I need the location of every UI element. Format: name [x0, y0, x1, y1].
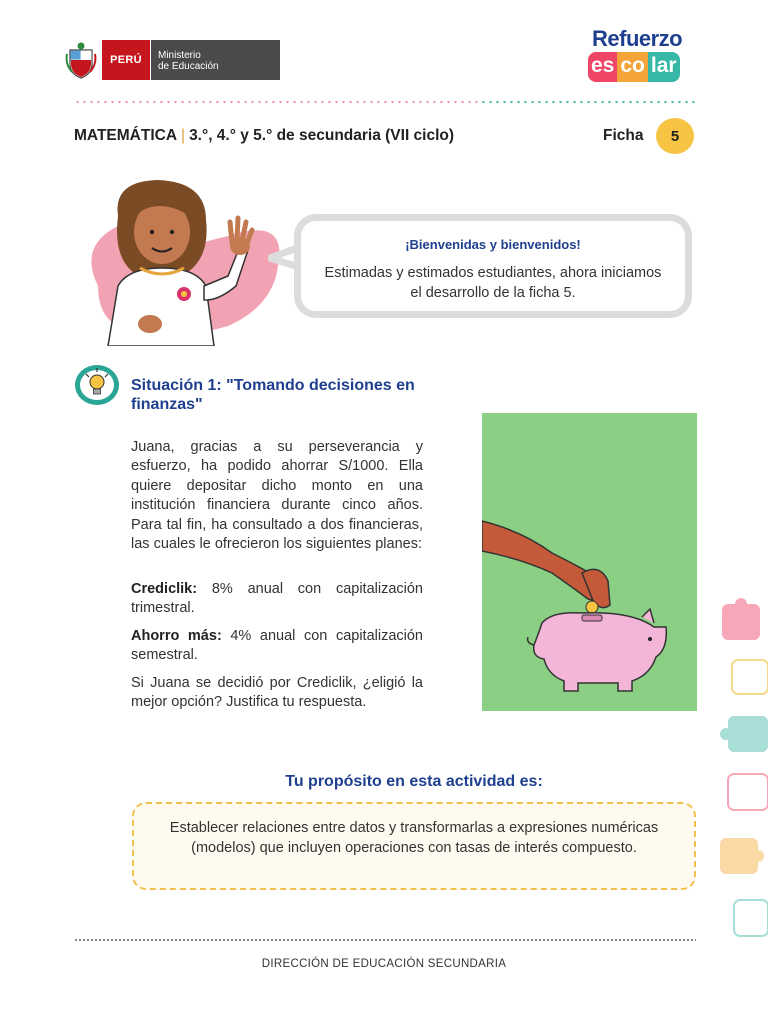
ministry-label: [150, 40, 280, 80]
plan-ahorro-mas-desc: 4% anual con capitalización semestral.: [131, 628, 423, 664]
ministry-line-1: Ministerio: [158, 50, 201, 61]
puzzle-pieces-decoration: [716, 598, 768, 948]
purpose-title: Tu propósito en esta actividad es:: [285, 773, 543, 790]
piggy-bank-illustration: [482, 413, 697, 711]
subject-line: [74, 127, 454, 145]
coat-of-arms-icon: [64, 40, 98, 80]
situation-title: Situación 1: "Tomando decisiones en finanzas": [131, 377, 415, 413]
subject-separator: |: [181, 127, 186, 144]
plan-ahorro-mas-name: Ahorro más:: [131, 628, 222, 644]
ficha-label: Ficha: [603, 127, 644, 144]
girl-waving-illustration: [78, 176, 288, 346]
ministry-line-2: de Educación: [158, 61, 219, 72]
plan-ahorro-mas: [131, 627, 423, 666]
situation-question: Si Juana se decidió por Crediclik, ¿eligió la mejor opción? Justifica tu respuesta.: [131, 675, 423, 711]
footer-divider: [74, 939, 696, 941]
plan-crediclik-name: Crediclik:: [131, 581, 198, 597]
minedu-logo: [64, 40, 280, 80]
purpose-box: Establecer relaciones entre datos y transformarlas a expresiones numéricas (modelos) que incluyen operaciones con tasas de interés compuesto.: [132, 802, 696, 890]
brand-letters-3: lar: [648, 52, 680, 82]
welcome-greeting: ¡Bienvenidas y bienvenidos!: [405, 237, 581, 252]
peru-label: PERÚ: [102, 40, 150, 80]
speech-bubble: [294, 214, 692, 318]
brand-letters-1: es: [588, 52, 617, 82]
welcome-message: Estimadas y estimados estudiantes, ahora iniciamos el desarrollo de la ficha 5.: [324, 265, 662, 301]
footer-text: DIRECCIÓN DE EDUCACIÓN SECUNDARIA: [261, 958, 507, 970]
grades-label: 3.°, 4.° y 5.° de secundaria (VII ciclo): [189, 127, 455, 144]
course-name: MATEMÁTICA: [74, 127, 178, 144]
header-divider-teal: [480, 101, 696, 103]
ficha-number-badge: 5: [656, 118, 694, 154]
brand-top: Refuerzo: [592, 26, 683, 51]
brand-letters-2: co: [617, 52, 648, 82]
brand-bottom: [588, 52, 680, 82]
plan-crediclik: [131, 580, 423, 619]
plan-crediclik-desc: 8% anual con capitalización trimestral.: [131, 581, 423, 617]
situation-paragraph: Juana, gracias a su perseverancia y esfuerzo, ha podido ahorrar S/1000. Ella quiere depositar dicho monto en una institución financiera durante cinco años. Para tal fin, ha consultado a dos financieras, las cuales le ofrecieron los siguientes planes:: [131, 439, 423, 553]
refuerzo-escolar-logo: [588, 26, 700, 88]
lightbulb-icon: [74, 364, 120, 406]
